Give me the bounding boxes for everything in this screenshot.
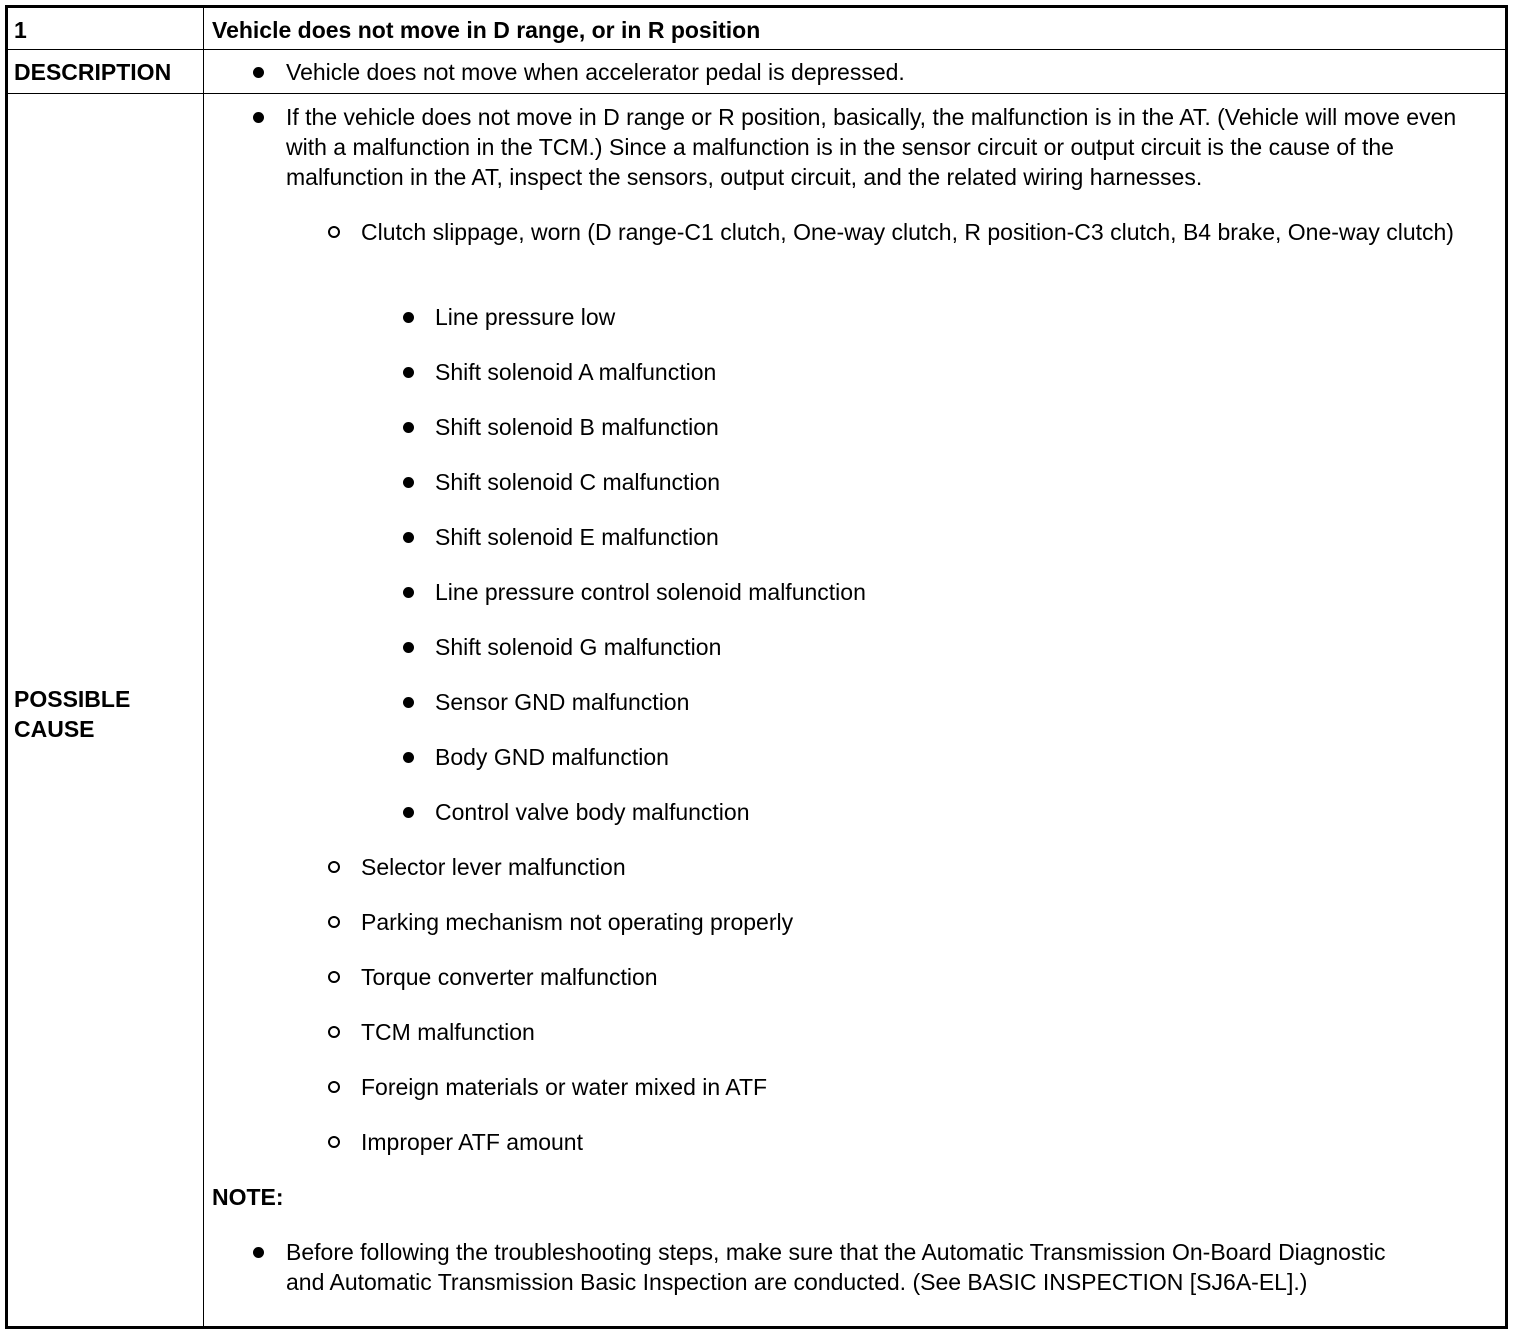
bullet-dot-icon bbox=[403, 752, 414, 763]
description-label: DESCRIPTION bbox=[14, 59, 172, 85]
bullet-dot-icon bbox=[253, 67, 264, 78]
sub-cause-item: Shift solenoid A malfunction bbox=[435, 357, 1335, 387]
bullet-dot-icon bbox=[403, 422, 414, 433]
bullet-circle-icon bbox=[328, 1136, 340, 1148]
description-item: Vehicle does not move when accelerator pedal is depressed. bbox=[286, 57, 1498, 87]
bullet-circle-icon bbox=[328, 861, 340, 873]
bullet-dot-icon bbox=[403, 477, 414, 488]
step-number-cell bbox=[8, 8, 204, 49]
possible-cause-content-cell bbox=[204, 94, 1505, 1326]
note-item: Before following the troubleshooting steps, make sure that the Automatic Transmission On-Board Diagnostic and Automatic Transmission Basic Inspection are conducted. (See BASIC INSPECTION [SJ6A-EL].) bbox=[286, 1237, 1406, 1297]
sub-cause-item: Shift solenoid B malfunction bbox=[435, 412, 1335, 442]
troubleshooting-table bbox=[5, 5, 1508, 1329]
bullet-circle-icon bbox=[328, 226, 340, 238]
description-label-cell bbox=[8, 50, 204, 93]
sub-cause-item: Sensor GND malfunction bbox=[435, 687, 1335, 717]
possible-cause-row bbox=[8, 94, 1505, 1326]
step-title-cell bbox=[204, 8, 1505, 49]
description-row bbox=[8, 50, 1505, 94]
cause-clutch: Clutch slippage, worn (D range-C1 clutch, One-way clutch, R position-C3 clutch, B4 brake, One-way clutch) bbox=[361, 217, 1471, 247]
possible-cause-label-cell bbox=[8, 94, 204, 1326]
bullet-circle-icon bbox=[328, 1026, 340, 1038]
cause-item: Selector lever malfunction bbox=[361, 852, 1471, 882]
cause-intro: If the vehicle does not move in D range or R position, basically, the malfunction is in the AT. (Vehicle will move even with a malfunction in the TCM.) Since a malfunction is in the sensor circuit or output circuit is the cause of the malfunction in the AT, inspect the sensors, output circuit, and the related wiring harnesses. bbox=[286, 102, 1498, 192]
bullet-dot-icon bbox=[403, 367, 414, 378]
bullet-circle-icon bbox=[328, 971, 340, 983]
sub-cause-item: Shift solenoid G malfunction bbox=[435, 632, 1335, 662]
cause-item: Parking mechanism not operating properly bbox=[361, 907, 1471, 937]
bullet-dot-icon bbox=[403, 697, 414, 708]
cause-item: Improper ATF amount bbox=[361, 1127, 1471, 1157]
sub-cause-item: Body GND malfunction bbox=[435, 742, 1335, 772]
description-content-cell bbox=[204, 50, 1505, 93]
bullet-dot-icon bbox=[403, 587, 414, 598]
bullet-circle-icon bbox=[328, 916, 340, 928]
sub-cause-item: Shift solenoid E malfunction bbox=[435, 522, 1335, 552]
bullet-dot-icon bbox=[403, 642, 414, 653]
possible-cause-label: POSSIBLE CAUSE bbox=[14, 686, 131, 742]
bullet-circle-icon bbox=[328, 1081, 340, 1093]
sub-cause-item: Line pressure control solenoid malfunction bbox=[435, 577, 1335, 607]
cause-item: TCM malfunction bbox=[361, 1017, 1471, 1047]
cause-item: Foreign materials or water mixed in ATF bbox=[361, 1072, 1471, 1102]
bullet-dot-icon bbox=[403, 807, 414, 818]
bullet-dot-icon bbox=[253, 1247, 264, 1258]
sub-cause-item: Shift solenoid C malfunction bbox=[435, 467, 1335, 497]
sub-cause-item: Control valve body malfunction bbox=[435, 797, 1335, 827]
sub-cause-item: Line pressure low bbox=[435, 302, 1335, 332]
cause-item: Torque converter malfunction bbox=[361, 962, 1471, 992]
header-row bbox=[8, 8, 1505, 50]
step-title: Vehicle does not move in D range, or in R position bbox=[212, 17, 761, 43]
bullet-dot-icon bbox=[403, 532, 414, 543]
bullet-dot-icon bbox=[253, 112, 264, 123]
step-number: 1 bbox=[14, 17, 27, 43]
bullet-dot-icon bbox=[403, 312, 414, 323]
note-label: NOTE: bbox=[212, 1184, 284, 1210]
